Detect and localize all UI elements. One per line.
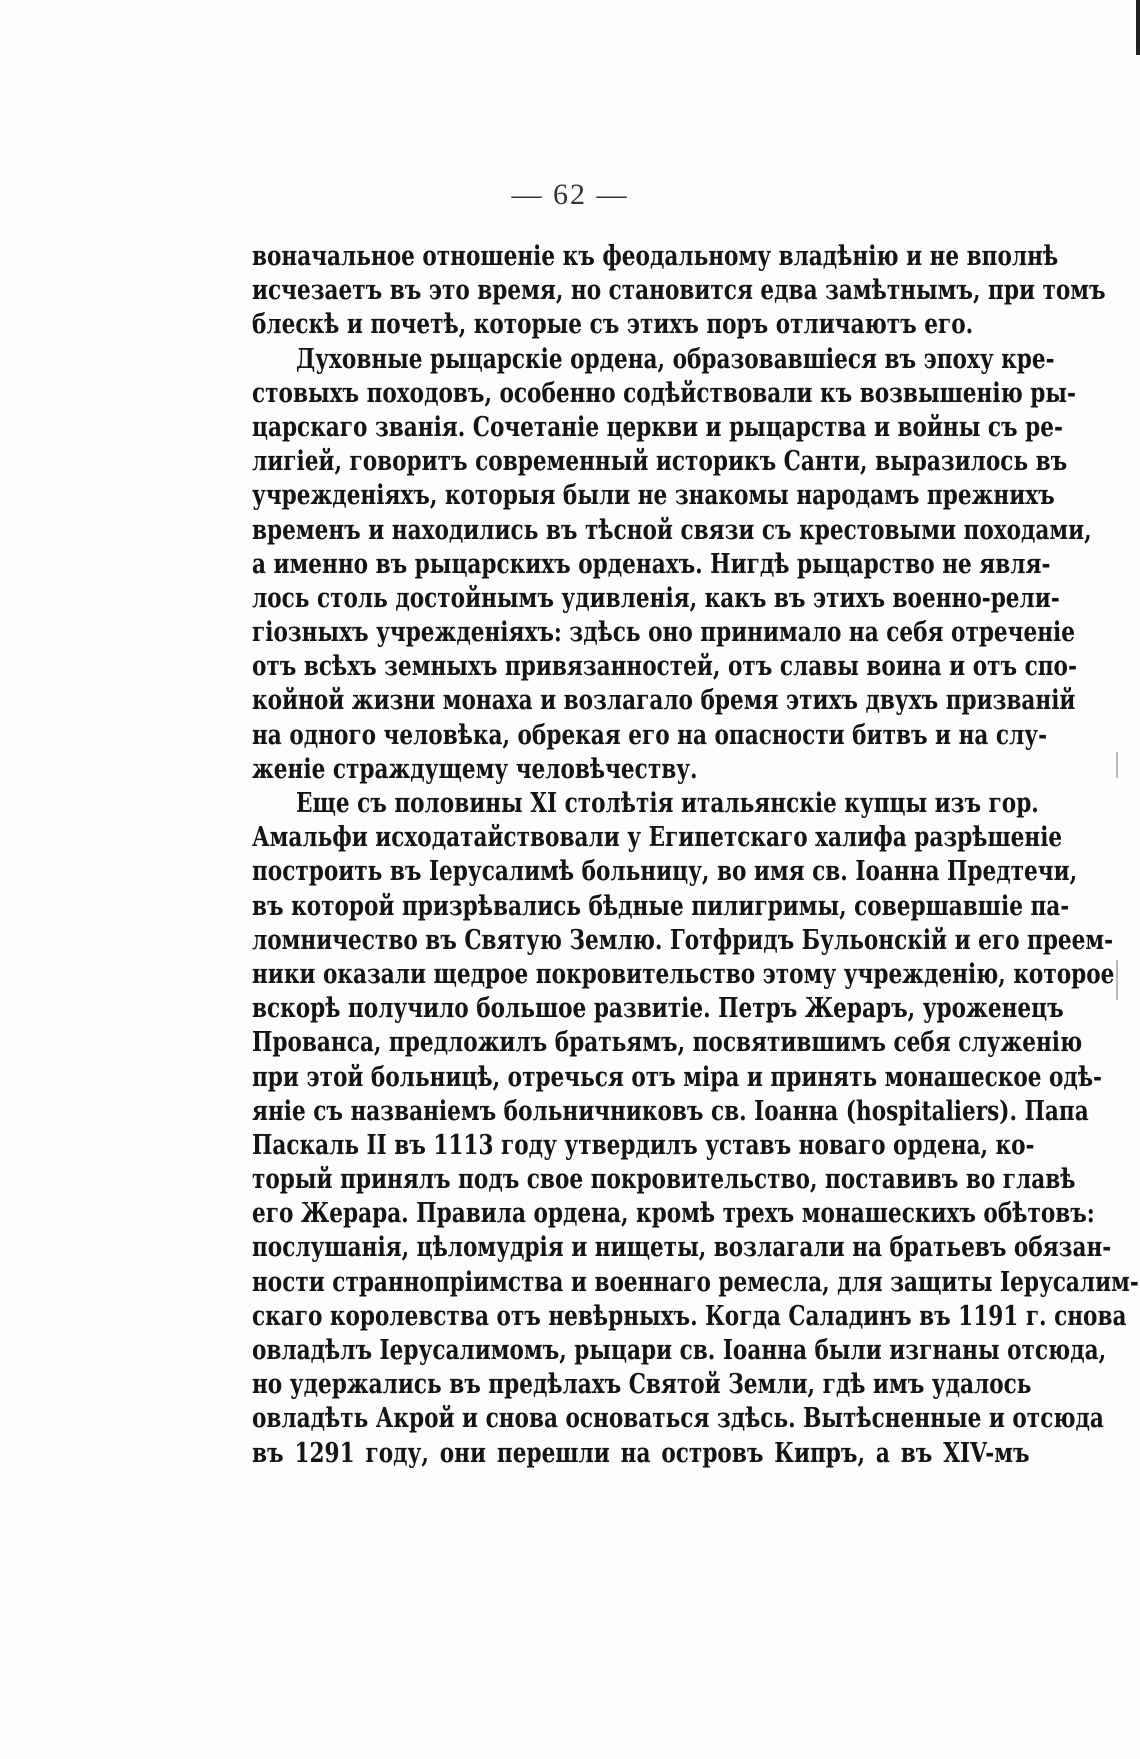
text-line: лось столь достойнымъ удивленія, какъ въ этихъ военно-рели- (252, 582, 1060, 614)
text-line: его Жерара. Правила ордена, кромѣ трехъ монашескихъ обѣтовъ: (252, 1198, 1095, 1230)
text-line: Амальфи исходатайствовали у Египетскаго халифа разрѣшеніе (252, 822, 1063, 854)
text-line: ники оказали щедрое покровительство этому учрежденію, которое (252, 958, 1115, 990)
text-line: яніе съ названіемъ больничниковъ св. Іоанна (hospitaliers). Папа (252, 1095, 1089, 1127)
text-line: при этой больницѣ, отречься отъ міра и принять монашеское одѣ- (252, 1061, 1102, 1093)
text-line: въ которой призрѣвались бѣдные пилигримы, совершавшіе па- (252, 890, 1070, 922)
text-line: въ 1291 году, они перешли на островъ Кипръ, а въ XIV-мъ (252, 1437, 1030, 1469)
text-line: ности страннопріимства и военнаго ремесла, для защиты Іерусалим- (252, 1266, 1139, 1298)
text-line: гіозныхъ учрежденіяхъ: здѣсь оно принимало на себя отреченіе (252, 617, 1075, 649)
body-text (252, 240, 1139, 1471)
paragraph (252, 343, 1092, 787)
text-line: скаго королевства отъ невѣрныхъ. Когда Саладинъ въ 1191 г. снова (252, 1300, 1127, 1332)
text-line: воначальное отношеніе къ феодальному владѣнію и не вполнѣ (252, 241, 1059, 272)
text-line: овладѣть Акрой и снова основаться здѣсь. Вытѣсненные и отсюда (252, 1403, 1104, 1435)
text-line: временъ и находились въ тѣсной связи съ крестовыми походами, (252, 514, 1092, 546)
text-line: Еще съ половины XI столѣтія итальянскіе купцы изъ гор. (296, 788, 1039, 819)
text-line: торый принялъ подъ свое покровительство, поставивъ во главѣ (252, 1164, 1076, 1196)
text-line: Паскаль II въ 1113 году утвердилъ уставъ новаго ордена, ко- (252, 1129, 1035, 1161)
text-line: но удержались въ предѣлахъ Святой Земли, гдѣ имъ удалось (252, 1369, 1032, 1401)
text-line: лигіей, говоритъ современный историкъ Санти, выразилось въ (252, 446, 1068, 478)
text-line: блескѣ и почетѣ, которые съ этихъ поръ отличаютъ его. (252, 309, 974, 341)
text-line: построить въ Іерусалимѣ больницу, во имя св. Іоанна Предтечи, (252, 856, 1078, 888)
text-line: на одного человѣка, обрекая его на опасности битвъ и на слу- (252, 719, 1048, 751)
text-line: ломничество въ Святую Землю. Готфридъ Бульонскій и его преем- (252, 924, 1114, 956)
text-line: койной жизни монаха и возлагало бремя этихъ двухъ призваній (252, 685, 1076, 717)
scan-edge-mark (1136, 0, 1140, 55)
text-line: стовыхъ походовъ, особенно содѣйствовали къ возвышенію ры- (252, 377, 1076, 409)
text-line: Прованса, предложилъ братьямъ, посвятившимъ себя служенію (252, 1027, 1083, 1059)
text-line: послушанія, цѣломудрія и нищеты, возлагали на братьевъ обязан- (252, 1232, 1112, 1264)
text-line: овладѣлъ Іерусалимомъ, рыцари св. Іоанна были изгнаны отсюда, (252, 1335, 1107, 1366)
text-line: исчезаетъ въ это время, но становится едва замѣтнымъ, при томъ (252, 275, 1106, 307)
text-line: женіе страждущему человѣчеству. (252, 753, 698, 785)
text-line: царскаго званія. Сочетаніе церкви и рыцарства и войны съ ре- (252, 411, 1063, 443)
text-line: учрежденіяхъ, которыя были не знакомы народамъ прежнихъ (252, 480, 1055, 512)
page-number: — 62 — (511, 178, 629, 211)
paragraph (252, 787, 1139, 1471)
text-line: а именно въ рыцарскихъ орденахъ. Нигдѣ рыцарство не явля- (252, 548, 1051, 580)
text-line: вскорѣ получило большое развитіе. Петръ Жераръ, уроженецъ (252, 993, 1064, 1025)
text-line: отъ всѣхъ земныхъ привязанностей, отъ славы воина и отъ спо- (252, 651, 1077, 683)
text-line: Духовные рыцарскіе ордена, образовавшіеся въ эпоху кре- (296, 343, 1055, 375)
scan-edge-mark (1116, 960, 1118, 1000)
scan-edge-mark (1116, 752, 1118, 778)
paragraph (252, 240, 1106, 343)
